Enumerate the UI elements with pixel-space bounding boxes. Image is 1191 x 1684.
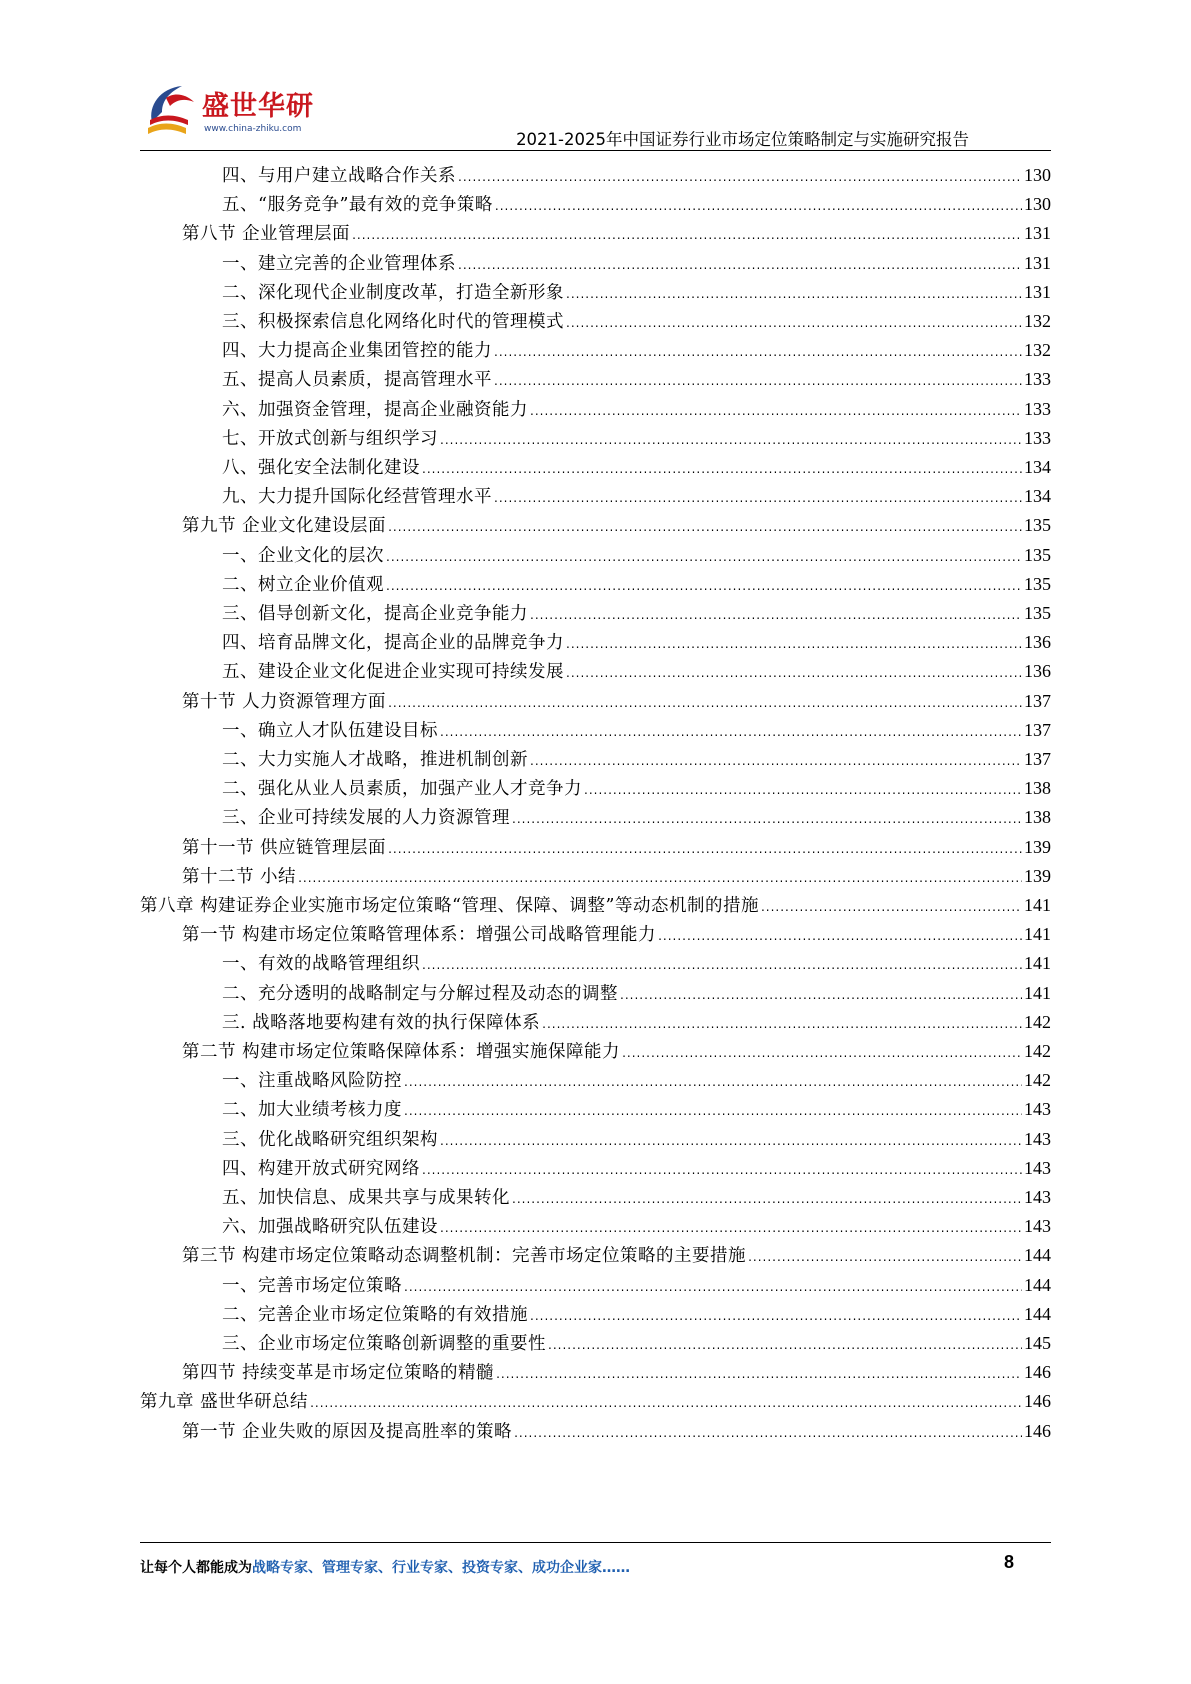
toc-entry-title: 七、开放式创新与组织学习 xyxy=(222,428,438,449)
toc-entry[interactable] xyxy=(222,364,1051,394)
toc-entry-title: 二、充分透明的战略制定与分解过程及动态的调整 xyxy=(222,983,618,1004)
toc-entry-title: 一、企业文化的层次 xyxy=(222,545,384,566)
toc-entry[interactable] xyxy=(182,919,1051,949)
toc-leader-dots xyxy=(530,746,1022,776)
toc-entry[interactable] xyxy=(222,189,1051,219)
toc-leader-dots xyxy=(566,629,1022,659)
toc-entry-title: 第二节 构建市场定位策略保障体系：增强实施保障能力 xyxy=(182,1042,621,1062)
toc-entry-page: 141 xyxy=(1024,953,1051,974)
toc-entry-page: 145 xyxy=(1024,1333,1051,1353)
header-divider xyxy=(140,150,1051,151)
toc-entry-title: 三. 战略落地要构建有效的执行保障体系 xyxy=(222,1012,541,1033)
toc-entry-title: 二、加大业绩考核力度 xyxy=(222,1100,402,1121)
toc-entry[interactable] xyxy=(222,1153,1051,1183)
toc-leader-dots xyxy=(404,1272,1022,1302)
toc-entry[interactable] xyxy=(222,948,1051,978)
toc-entry-page: 131 xyxy=(1024,281,1051,302)
toc-entry-page: 132 xyxy=(1024,340,1051,361)
toc-entry-page: 138 xyxy=(1024,807,1051,828)
toc-leader-dots xyxy=(388,512,1022,542)
toc-entry[interactable] xyxy=(222,656,1051,686)
toc-entry-title: 第八节 企业管理层面 xyxy=(182,224,351,245)
toc-entry[interactable] xyxy=(222,540,1051,570)
toc-entry-title: 三、倡导创新文化，提高企业竞争能力 xyxy=(222,604,528,624)
brand-name: 盛世华研 xyxy=(202,91,314,122)
toc-entry-title: 四、大力提高企业集团管控的能力 xyxy=(222,341,492,362)
toc-leader-dots xyxy=(566,308,1022,338)
toc-entry-page: 143 xyxy=(1024,1128,1051,1149)
toc-leader-dots xyxy=(494,366,1022,396)
toc-entry[interactable] xyxy=(222,715,1051,745)
toc-entry[interactable] xyxy=(222,773,1051,803)
toc-entry[interactable] xyxy=(182,686,1051,716)
toc-entry-page: 137 xyxy=(1024,719,1051,740)
toc-leader-dots xyxy=(422,454,1022,484)
toc-entry-page: 133 xyxy=(1024,427,1051,448)
toc-leader-dots xyxy=(530,1301,1022,1331)
toc-entry-page: 144 xyxy=(1024,1274,1051,1295)
toc-entry[interactable] xyxy=(222,1124,1051,1154)
toc-leader-dots xyxy=(386,571,1022,601)
toc-entry[interactable] xyxy=(222,627,1051,657)
toc-entry-page: 130 xyxy=(1024,165,1051,185)
toc-leader-dots xyxy=(440,1126,1022,1156)
toc-entry-page: 143 xyxy=(1024,1157,1051,1178)
toc-entry-title: 二、树立企业价值观 xyxy=(222,574,384,595)
toc-leader-dots xyxy=(622,1038,1022,1068)
toc-entry-title: 第十节 人力资源管理方面 xyxy=(182,691,387,712)
toc-entry-page: 134 xyxy=(1024,457,1051,477)
toc-leader-dots xyxy=(530,600,1022,630)
toc-leader-dots xyxy=(404,1096,1022,1126)
toc-entry[interactable] xyxy=(222,598,1051,628)
toc-entry-page: 146 xyxy=(1024,1391,1051,1412)
toc-entry-page: 142 xyxy=(1024,1011,1051,1032)
toc-entry-title: 第三节 构建市场定位策略动态调整机制：完善市场定位策略的主要措施 xyxy=(182,1246,747,1267)
toc-entry-title: 第十一节 供应链管理层面 xyxy=(182,837,387,858)
page-number: 8 xyxy=(1004,1552,1015,1572)
toc-entry-page: 137 xyxy=(1024,749,1051,769)
toc-entry-title: 第四节 持续变革是市场定位策略的精髓 xyxy=(182,1363,495,1384)
toc-entry-title: 五、提高人员素质，提高管理水平 xyxy=(222,370,492,391)
toc-entry-title: 二、强化从业人员素质，加强产业人才竞争力 xyxy=(222,779,582,800)
toc-entry-page: 139 xyxy=(1024,865,1051,886)
toc-entry[interactable] xyxy=(182,1036,1051,1066)
toc-entry-page: 137 xyxy=(1024,690,1051,711)
toc-entry[interactable] xyxy=(222,1065,1051,1095)
toc-entry-title: 一、有效的战略管理组织 xyxy=(222,954,420,975)
toc-entry[interactable] xyxy=(182,510,1051,540)
toc-entry[interactable] xyxy=(182,1357,1051,1387)
toc-leader-dots xyxy=(422,1155,1022,1185)
brand-url: www.china-zhiku.com xyxy=(204,124,302,134)
toc-entry[interactable] xyxy=(222,1328,1051,1358)
toc-entry-page: 141 xyxy=(1024,982,1051,1003)
toc-entry-page: 135 xyxy=(1024,573,1051,594)
toc-leader-dots xyxy=(440,1213,1022,1243)
toc-leader-dots xyxy=(494,483,1022,513)
toc-leader-dots xyxy=(404,1067,1022,1097)
toc-entry-title: 一、确立人才队伍建设目标 xyxy=(222,720,438,741)
toc-entry[interactable] xyxy=(222,423,1051,453)
toc-entry-page: 136 xyxy=(1024,661,1051,682)
toc-entry[interactable] xyxy=(222,277,1051,307)
toc-entry-title: 第八章 构建证券企业实施市场定位策略“管理、保障、调整”等动态机制的措施 xyxy=(140,896,759,916)
toc-entry-title: 四、培育品牌文化，提高企业的品牌竞争力 xyxy=(222,633,564,654)
toc-leader-dots xyxy=(496,1359,1022,1389)
toc-entry[interactable] xyxy=(222,335,1051,365)
toc-leader-dots xyxy=(512,804,1022,834)
toc-entry[interactable] xyxy=(140,1386,1051,1416)
toc-leader-dots xyxy=(748,1242,1022,1272)
toc-entry-title: 一、完善市场定位策略 xyxy=(222,1275,402,1296)
toc-entry-page: 144 xyxy=(1024,1303,1051,1324)
toc-entry-page: 138 xyxy=(1024,778,1051,799)
toc-leader-dots xyxy=(388,688,1022,718)
toc-entry-title: 三、企业可持续发展的人力资源管理 xyxy=(222,808,510,829)
toc-leader-dots xyxy=(458,162,1022,192)
toc-entry-title: 六、加强战略研究队伍建设 xyxy=(222,1217,438,1238)
toc-entry-title: 一、注重战略风险防控 xyxy=(222,1071,402,1092)
toc-leader-dots xyxy=(761,892,1022,922)
toc-entry[interactable] xyxy=(222,306,1051,336)
toc-entry[interactable] xyxy=(222,1094,1051,1124)
footer-slogan-lead: 让每个人都能成为 xyxy=(140,1560,252,1576)
toc-entry-page: 143 xyxy=(1024,1216,1051,1237)
toc-entry-page: 135 xyxy=(1024,515,1051,536)
toc-entry-page: 144 xyxy=(1024,1245,1051,1266)
toc-entry[interactable] xyxy=(222,569,1051,599)
toc-entry-page: 146 xyxy=(1024,1420,1051,1441)
toc-entry-page: 141 xyxy=(1024,895,1051,915)
toc-entry[interactable] xyxy=(222,160,1051,190)
footer-divider xyxy=(140,1542,1051,1543)
toc-entry-page: 133 xyxy=(1024,369,1051,390)
toc-entry-title: 第十二节 小结 xyxy=(182,866,297,887)
toc-leader-dots xyxy=(440,425,1022,455)
toc-entry[interactable] xyxy=(222,1007,1051,1037)
toc-entry-page: 132 xyxy=(1024,311,1051,331)
toc-entry-title: 三、优化战略研究组织架构 xyxy=(222,1129,438,1150)
toc-entry-page: 146 xyxy=(1024,1362,1051,1383)
page-header xyxy=(0,0,1191,150)
toc-entry-title: 五、“服务竞争”最有效的竞争策略 xyxy=(222,195,493,216)
toc-entry-page: 134 xyxy=(1024,486,1051,507)
toc-leader-dots xyxy=(386,542,1022,572)
toc-entry-page: 142 xyxy=(1024,1070,1051,1091)
toc-entry-page: 131 xyxy=(1024,223,1051,244)
toc-entry-page: 139 xyxy=(1024,836,1051,857)
toc-entry-title: 三、积极探索信息化网络化时代的管理模式 xyxy=(222,312,564,332)
toc-entry-title: 五、建设企业文化促进企业实现可持续发展 xyxy=(222,662,564,683)
toc-entry[interactable] xyxy=(222,978,1051,1008)
toc-leader-dots xyxy=(566,279,1022,309)
toc-leader-dots xyxy=(584,775,1022,805)
toc-entry[interactable] xyxy=(222,394,1051,424)
company-logo xyxy=(140,82,340,144)
toc-entry-title: 第一节 企业失败的原因及提高胜率的策略 xyxy=(182,1421,513,1442)
footer-slogan-highlight: 战略专家、管理专家、行业专家、投资专家、成功企业家…… xyxy=(252,1560,630,1576)
footer-slogan xyxy=(140,1557,630,1577)
toc-entry-title: 三、企业市场定位策略创新调整的重要性 xyxy=(222,1334,546,1354)
toc-entry[interactable] xyxy=(182,1240,1051,1270)
toc-entry-page: 131 xyxy=(1024,252,1051,273)
toc-entry-title: 二、完善企业市场定位策略的有效措施 xyxy=(222,1304,528,1325)
toc-leader-dots xyxy=(514,1418,1022,1448)
toc-entry-page: 142 xyxy=(1024,1041,1051,1061)
toc-entry[interactable] xyxy=(222,744,1051,774)
toc-entry-title: 四、与用户建立战略合作关系 xyxy=(222,166,456,186)
toc-leader-dots xyxy=(620,980,1022,1010)
toc-leader-dots xyxy=(440,717,1022,747)
toc-leader-dots xyxy=(530,396,1022,426)
toc-entry[interactable] xyxy=(182,832,1051,862)
toc-entry-page: 135 xyxy=(1024,603,1051,623)
toc-entry[interactable] xyxy=(222,1299,1051,1329)
toc-entry-title: 二、大力实施人才战略，推进机制创新 xyxy=(222,750,528,770)
toc-entry-page: 130 xyxy=(1024,194,1051,215)
toc-entry-title: 第一节 构建市场定位策略管理体系：增强公司战略管理能力 xyxy=(182,925,657,946)
toc-entry[interactable] xyxy=(222,1182,1051,1212)
toc-entry[interactable] xyxy=(222,452,1051,482)
toc-entry[interactable] xyxy=(222,1211,1051,1241)
toc-leader-dots xyxy=(494,337,1022,367)
toc-entry-title: 四、构建开放式研究网络 xyxy=(222,1158,420,1179)
toc-entry[interactable] xyxy=(222,481,1051,511)
toc-entry-title: 八、强化安全法制化建设 xyxy=(222,458,420,478)
toc-entry[interactable] xyxy=(182,861,1051,891)
toc-entry-title: 二、深化现代企业制度改革，打造全新形象 xyxy=(222,282,564,303)
toc-entry[interactable] xyxy=(222,248,1051,278)
toc-entry-title: 九、大力提升国际化经营管理水平 xyxy=(222,487,492,508)
toc-entry-page: 143 xyxy=(1024,1099,1051,1120)
toc-leader-dots xyxy=(548,1330,1022,1360)
toc-entry-page: 143 xyxy=(1024,1187,1051,1207)
toc-entry-page: 135 xyxy=(1024,544,1051,565)
toc-leader-dots xyxy=(422,950,1022,980)
toc-entry-title: 第九章 盛世华研总结 xyxy=(140,1392,309,1413)
toc-entry[interactable] xyxy=(140,890,1051,920)
toc-leader-dots xyxy=(566,658,1022,688)
book-swoosh-icon xyxy=(140,82,202,142)
toc-entry-title: 第九节 企业文化建设层面 xyxy=(182,516,387,537)
toc-leader-dots xyxy=(388,834,1022,864)
toc-leader-dots xyxy=(495,191,1022,221)
toc-entry-page: 133 xyxy=(1024,398,1051,419)
toc-leader-dots xyxy=(352,220,1022,250)
toc-entry[interactable] xyxy=(182,218,1051,248)
toc-leader-dots xyxy=(658,921,1022,951)
toc-entry-page: 136 xyxy=(1024,632,1051,653)
toc-entry-title: 六、加强资金管理，提高企业融资能力 xyxy=(222,399,528,420)
toc-entry[interactable] xyxy=(182,1416,1051,1446)
toc-entry-page: 141 xyxy=(1024,924,1051,945)
toc-entry[interactable] xyxy=(222,802,1051,832)
toc-leader-dots xyxy=(542,1009,1022,1039)
toc-leader-dots xyxy=(310,1388,1022,1418)
toc-leader-dots xyxy=(512,1184,1022,1214)
toc-entry[interactable] xyxy=(222,1270,1051,1300)
toc-entry-title: 一、建立完善的企业管理体系 xyxy=(222,253,456,274)
document-title: 2021-2025年中国证券行业市场定位策略制定与实施研究报告 xyxy=(516,130,969,149)
toc-leader-dots xyxy=(298,863,1022,893)
toc-entry-title: 五、加快信息、成果共享与成果转化 xyxy=(222,1188,510,1208)
toc-leader-dots xyxy=(458,250,1022,280)
